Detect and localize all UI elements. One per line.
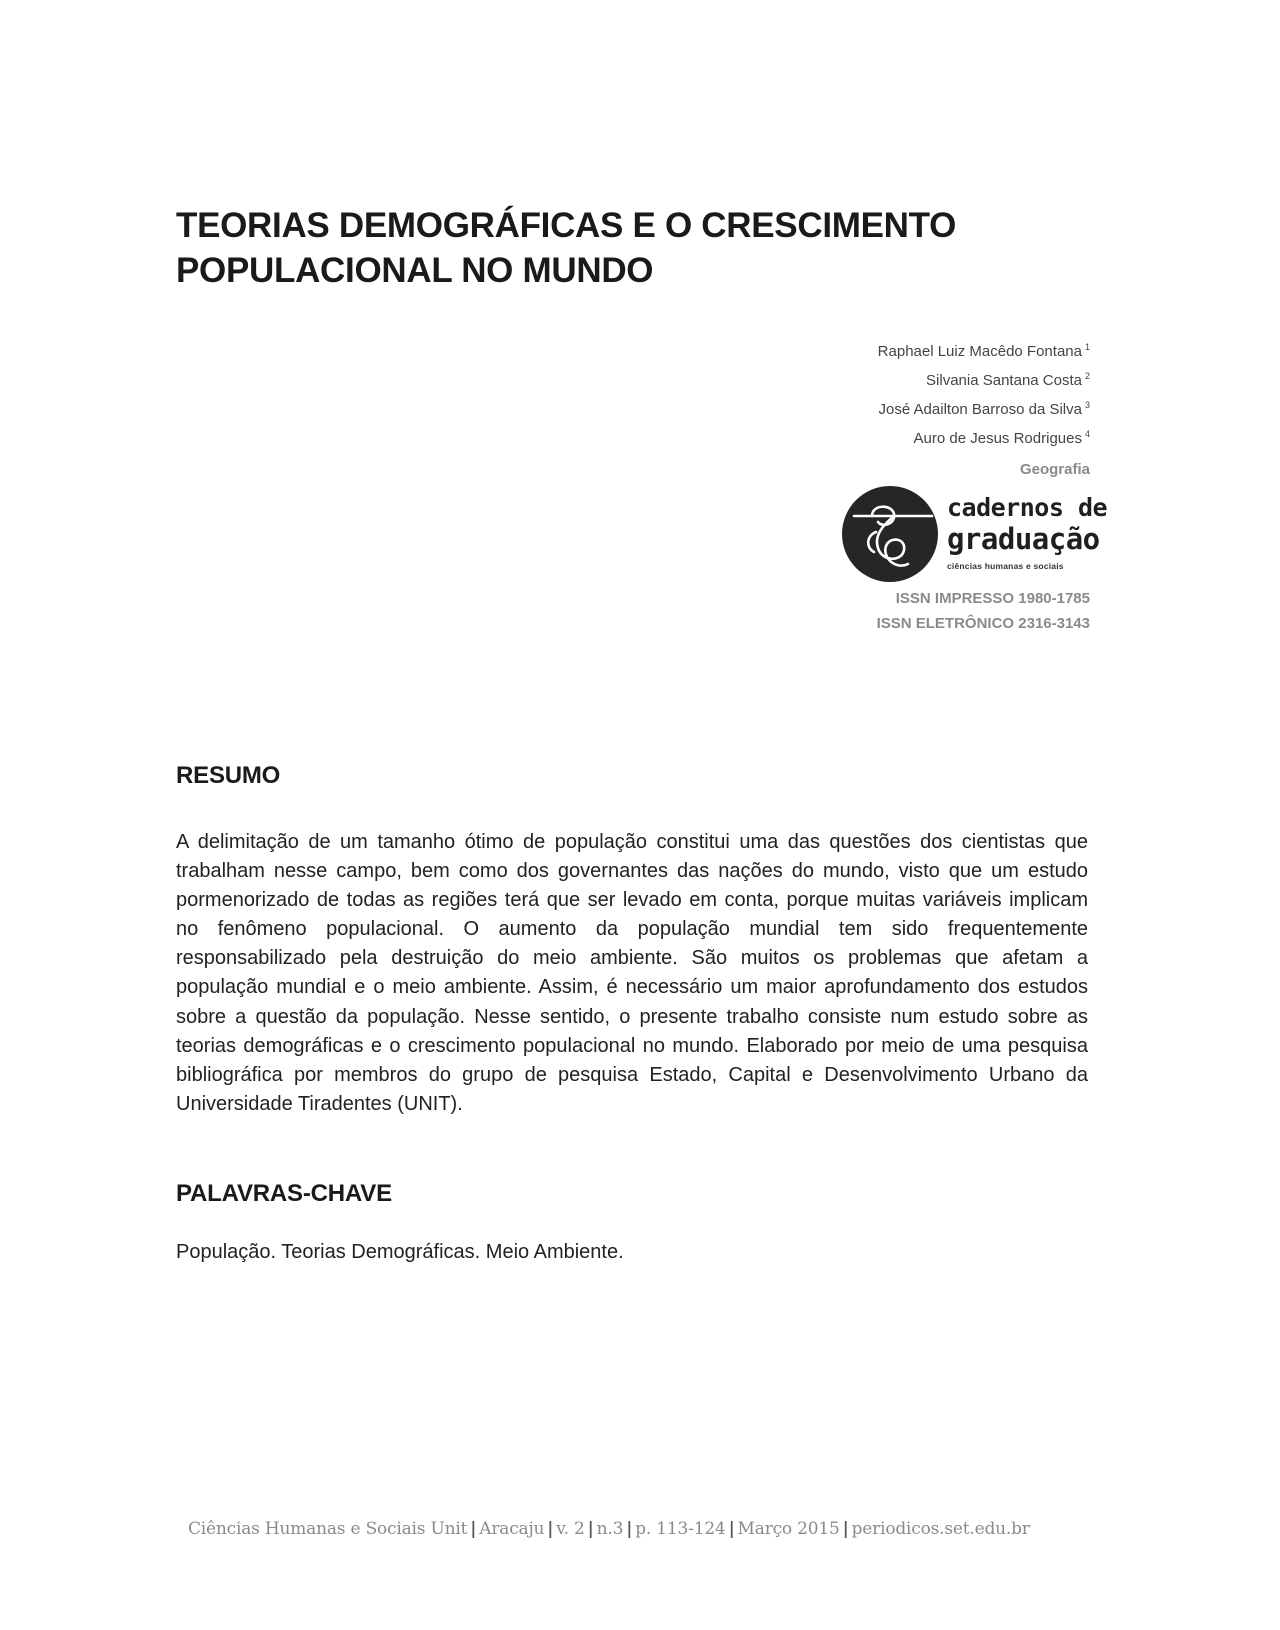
footer-volume: v. 2 [556,1519,585,1539]
subject-area: Geografia [1019,461,1090,478]
author-name: Silvania Santana Costa [926,372,1082,389]
author-name: Raphael Luiz Macêdo Fontana [877,343,1082,360]
footer-pages: p. 113-124 [635,1519,726,1539]
author-note: 1 [1084,342,1090,352]
footer-city: Aracaju [479,1519,545,1539]
footer-number: n.3 [596,1519,624,1539]
logo-wordmark-line-2: graduação [947,522,1100,556]
keywords-text: População. Teorias Demográficas. Meio Ambiente. [176,1241,624,1263]
abstract-heading: RESUMO [176,762,281,789]
issn-electronic: ISSN ELETRÔNICO 2316-3143 [876,615,1090,632]
author-note: 3 [1084,400,1090,410]
author-name: Auro de Jesus Rodrigues [913,430,1082,447]
logo-wordmark-line-1: cadernos de [947,493,1108,522]
cg-monogram-icon [842,486,938,582]
keywords-heading: PALAVRAS-CHAVE [176,1180,392,1207]
title-line-1: TEORIAS DEMOGRÁFICAS E O CRESCIMENTO [176,206,956,245]
title-line-2: POPULACIONAL NO MUNDO [176,251,654,290]
footer-journal: Ciências Humanas e Sociais Unit [188,1519,468,1539]
author-item [878,335,1090,364]
author-item [878,422,1090,451]
author-name: José Adailton Barroso da Silva [878,401,1082,418]
issn-block [877,586,1090,636]
issn-print: ISSN IMPRESSO 1980-1785 [895,590,1090,607]
author-note: 2 [1084,371,1090,381]
author-item [878,393,1090,422]
page-footer: Ciências Humanas e Sociais Unit | Aracaju | v. 2 | n.3 | p. 113-124 | Março 2015 | periodicos.set.edu.br [188,1519,1030,1539]
author-note: 4 [1084,429,1090,439]
logo-subtitle: ciências humanas e sociais [947,561,1064,571]
footer-site-link[interactable]: periodicos.set.edu.br [851,1519,1030,1539]
abstract-text: A delimitação de um tamanho ótimo de população constitui uma das questões dos cientistas que trabalham nesse campo, bem como dos governantes das nações do mundo, visto que um estudo pormenorizado de todas as regiões terá que ser levado em conta, porque muitas variáveis implicam no fenômeno populacional. O aumento da população mundial tem sido frequentemente responsabilizado pela destruição do meio ambiente. São muitos os problemas que afetam a população mundial e o meio ambiente. Assim, é necessário um maior aprofundamento dos estudos sobre a questão da população. Nesse sentido, o presente trabalho consiste num estudo sobre as teorias demográficas e o crescimento populacional no mundo. Elaborado por meio de uma pesquisa bibliográfica por membros do grupo de pesquisa Estado, Capital e Desenvolvimento Urbano da Universidade Tiradentes (UNIT). [176,831,1088,1115]
author-list [878,335,1090,451]
author-item [878,364,1090,393]
footer-date: Março 2015 [737,1519,840,1539]
article-title [176,203,1076,293]
